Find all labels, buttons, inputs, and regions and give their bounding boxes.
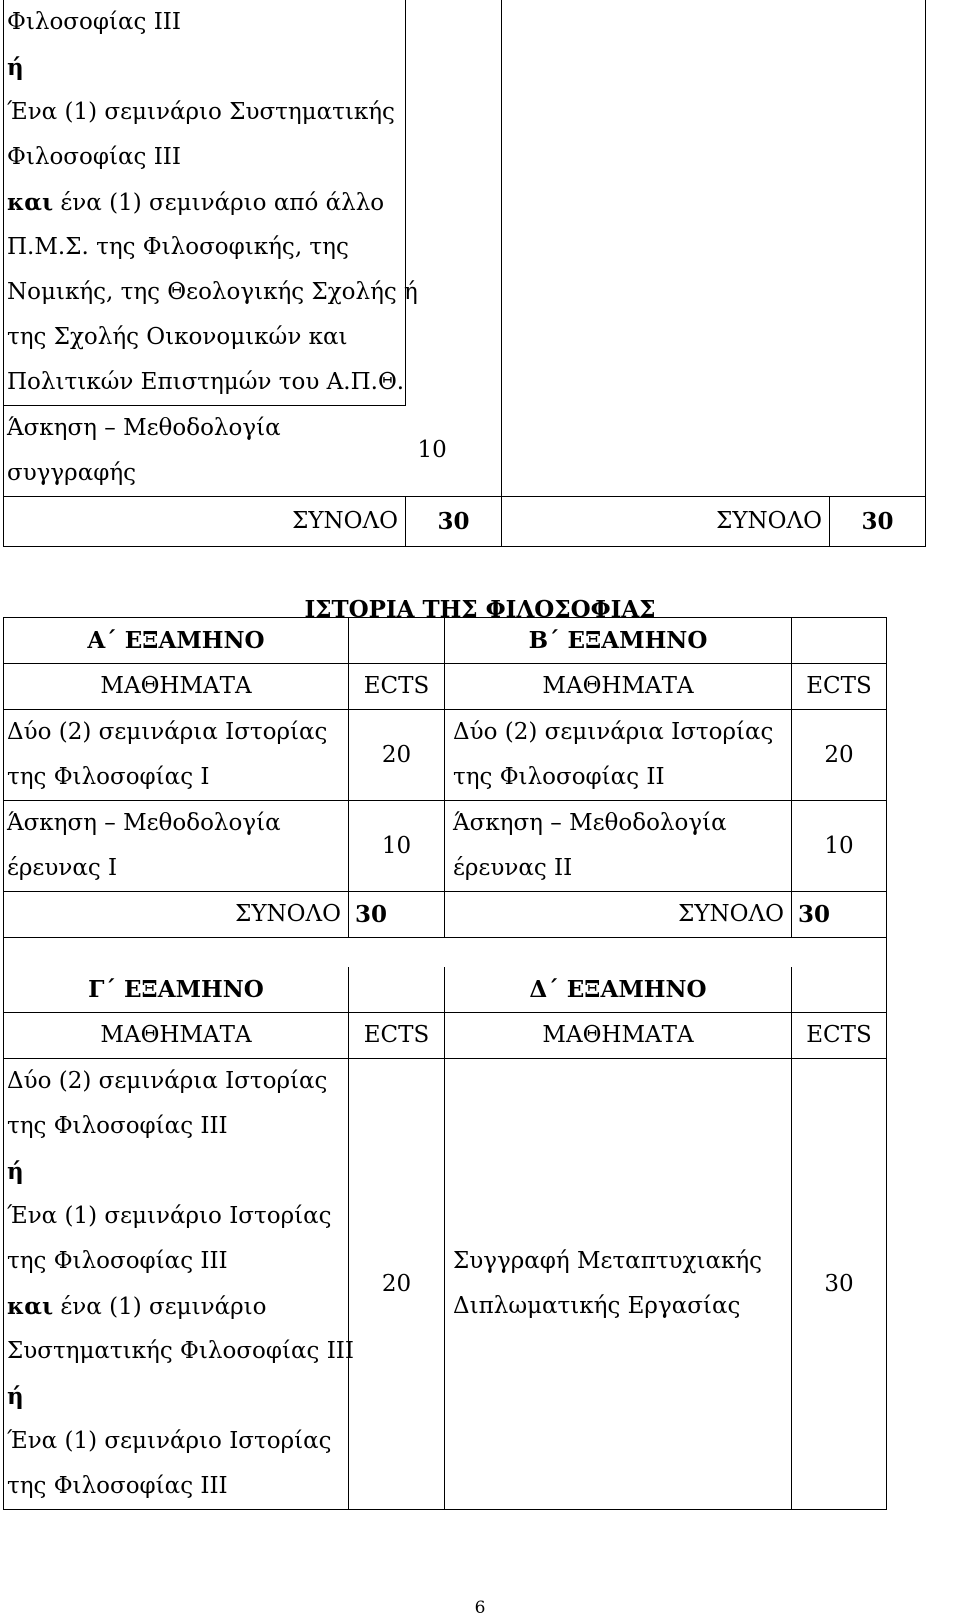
ects-value: 20 — [792, 710, 887, 801]
courses-cell — [4, 0, 418, 406]
total-value-b: 30 — [792, 892, 887, 938]
table-row-course-d: Συγγραφή Μεταπτυχιακής Διπλωματικής Εργασίας — [445, 1059, 792, 1510]
table-row-course-c: Δύο (2) σεμινάρια Ιστορίας της Φιλοσοφίας ΙΙΙ ή Ένα (1) σεμινάριο Ιστορίας της Φιλοσοφίας ΙΙΙ και ένα (1) σεμινάριο Συστηματικής Φιλοσοφίας ΙΙΙ ή Ένα (1) σεμινάριο Ιστορίας της Φιλοσοφίας ΙΙΙ — [4, 1059, 349, 1510]
or-line: ή — [7, 1158, 24, 1185]
col-courses-c: ΜΑΘΗΜΑΤΑ — [4, 1013, 349, 1059]
total-value-left: 30 — [406, 497, 502, 547]
course-line: Ένα (1) σεμινάριο Συστηματικής — [7, 99, 395, 125]
semester-b-heading: Β΄ ΕΞΑΜΗΝΟ — [445, 618, 792, 664]
table-row-course-a: Δύο (2) σεμινάρια Ιστορίας της Φιλοσοφίας Ι — [4, 710, 349, 801]
method-ects: 10 — [417, 437, 447, 464]
table-row-course-b: Δύο (2) σεμινάρια Ιστορίας της Φιλοσοφίας ΙΙ — [445, 710, 792, 801]
course-line: Π.Μ.Σ. της Φιλοσοφικής, της — [7, 234, 349, 260]
total-label-b: ΣΥΝΟΛΟ — [445, 892, 792, 938]
right-empty-cell — [502, 0, 926, 497]
total-label-a: ΣΥΝΟΛΟ — [4, 892, 349, 938]
col-ects-c: ECTS — [349, 1013, 445, 1059]
course-line: και ένα (1) σεμινάριο από άλλο — [7, 189, 385, 216]
table-row-course-a: Άσκηση – Μεθοδολογία έρευνας Ι — [4, 801, 349, 892]
empty-cell — [792, 618, 887, 664]
course-line: Φιλοσοφίας ΙΙΙ — [7, 144, 181, 170]
method-ects-cell — [406, 406, 502, 497]
col-ects-d: ECTS — [792, 1013, 887, 1059]
col-ects-a: ECTS — [349, 664, 445, 710]
semesters-ab-table — [3, 617, 887, 982]
and-word: και — [7, 189, 54, 216]
course-line: της Σχολής Οικονομικών και — [7, 324, 348, 350]
section-title: ΙΣΤΟΡΙΑ ΤΗΣ ΦΙΛΟΣΟΦΙΑΣ — [304, 596, 656, 623]
empty-cell — [349, 618, 445, 664]
method-label-cell — [4, 406, 406, 497]
total-value-a: 30 — [349, 892, 445, 938]
ects-value: 20 — [349, 1059, 445, 1510]
table-row-course-b: Άσκηση – Μεθοδολογία έρευνας ΙΙ — [445, 801, 792, 892]
semesters-cd-table — [3, 967, 887, 1510]
page-number: 6 — [474, 1598, 486, 1618]
and-word: και — [7, 1293, 54, 1320]
ects-cell-empty — [406, 0, 502, 406]
empty-cell — [349, 967, 445, 1013]
course-line: Νομικής, της Θεολογικής Σχολής ή — [7, 279, 418, 305]
ects-value: 10 — [349, 801, 445, 892]
col-courses-a: ΜΑΘΗΜΑΤΑ — [4, 664, 349, 710]
or-line: ή — [7, 1383, 24, 1410]
top-curriculum-table — [3, 0, 926, 547]
empty-cell — [792, 967, 887, 1013]
total-value-right: 30 — [830, 497, 926, 547]
or-line: ή — [7, 54, 24, 81]
col-ects-b: ECTS — [792, 664, 887, 710]
semester-a-heading: Α΄ ΕΞΑΜΗΝΟ — [4, 618, 349, 664]
semester-d-heading: Δ΄ ΕΞΑΜΗΝΟ — [445, 967, 792, 1013]
col-courses-d: ΜΑΘΗΜΑΤΑ — [445, 1013, 792, 1059]
ects-value: 20 — [349, 710, 445, 801]
total-label-left: ΣΥΝΟΛΟ — [4, 497, 406, 547]
col-courses-b: ΜΑΘΗΜΑΤΑ — [445, 664, 792, 710]
course-line: Πολιτικών Επιστημών του Α.Π.Θ. — [7, 369, 405, 395]
course-line: Φιλοσοφίας ΙΙΙ — [7, 9, 181, 35]
total-label-right: ΣΥΝΟΛΟ — [502, 497, 830, 547]
semester-c-heading: Γ΄ ΕΞΑΜΗΝΟ — [4, 967, 349, 1013]
method-label: Άσκηση – Μεθοδολογία συγγραφής — [7, 415, 281, 486]
ects-value: 30 — [792, 1059, 887, 1510]
ects-value: 10 — [792, 801, 887, 892]
